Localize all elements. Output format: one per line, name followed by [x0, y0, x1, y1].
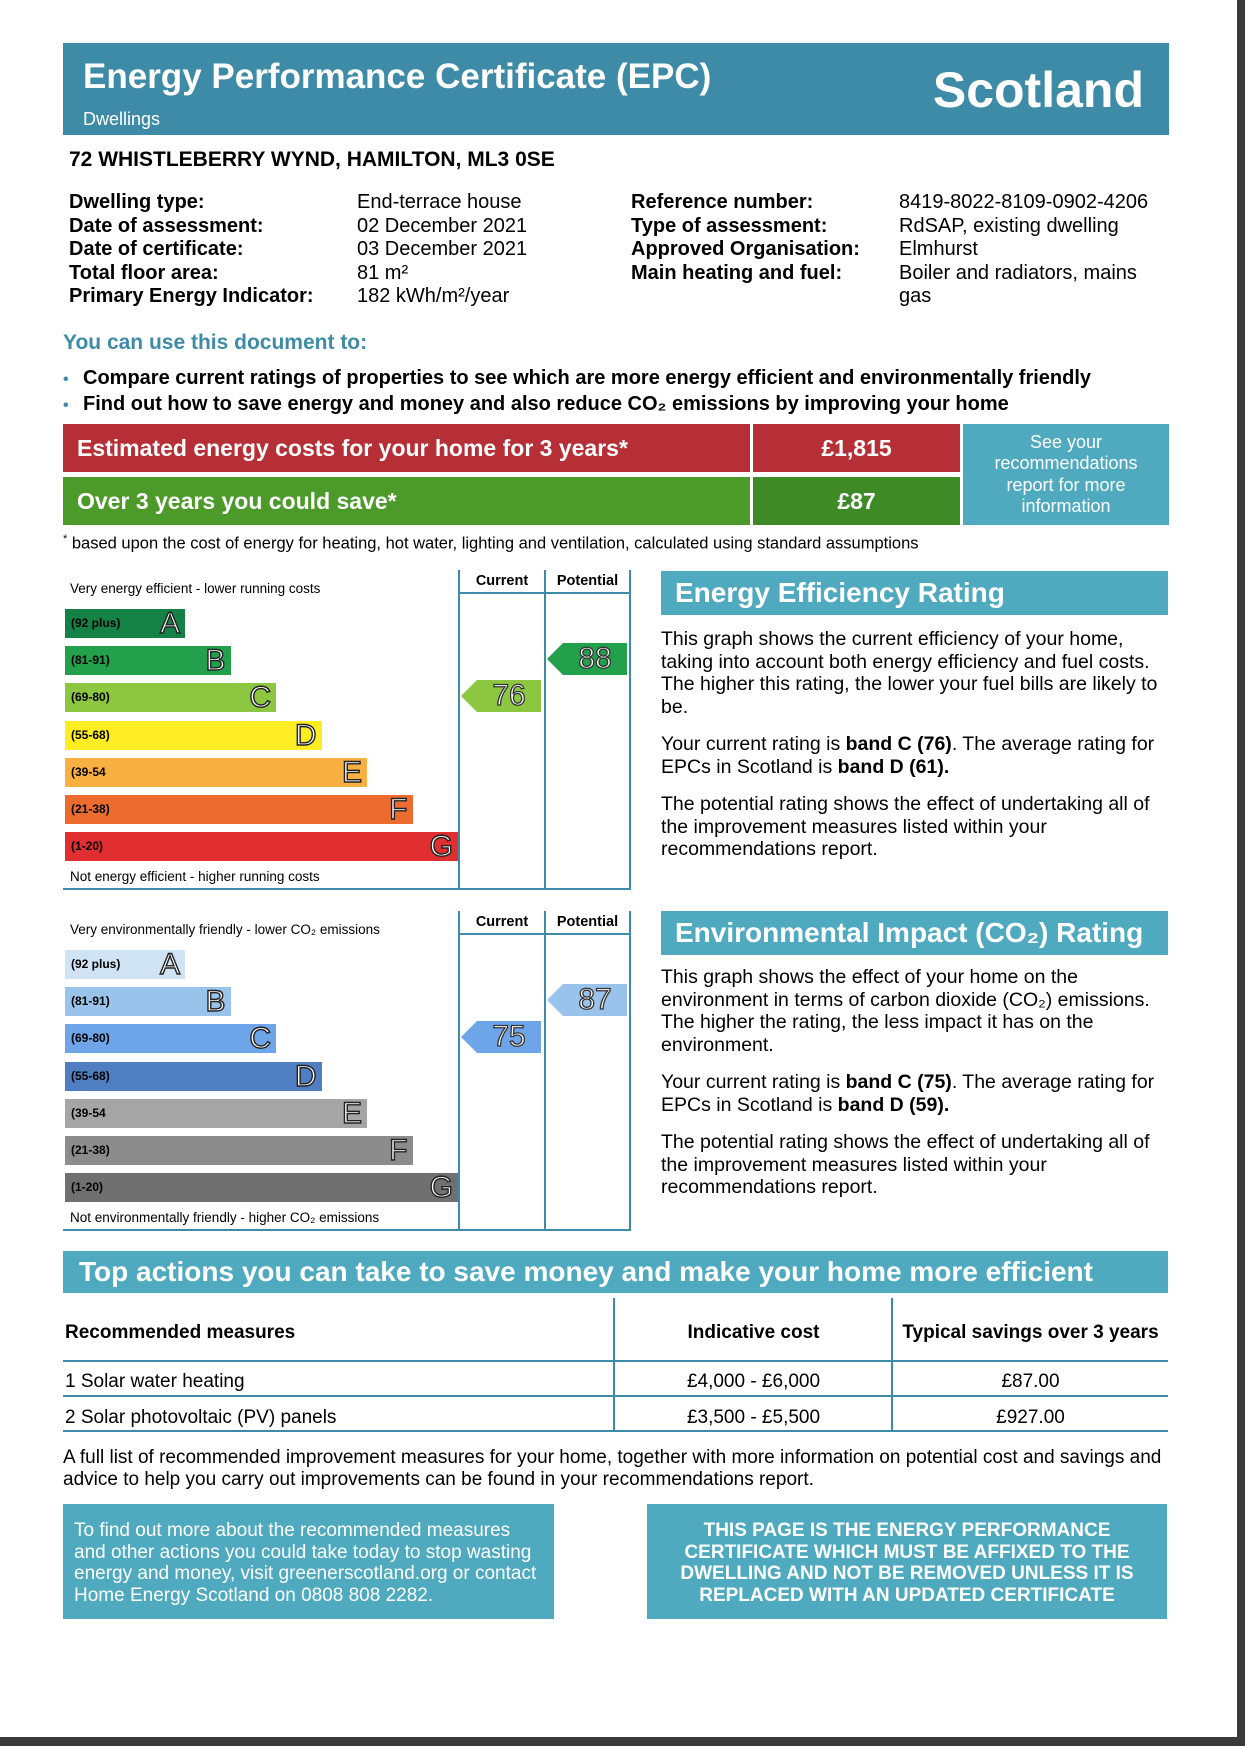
detail-value: gas	[899, 285, 932, 307]
details-left-values	[357, 191, 527, 309]
environmental-impact-text	[661, 966, 1168, 1214]
affix-notice-text: THIS PAGE IS THE ENERGY PERFORMANCE CERTIFICATE WHICH MUST BE AFFIXED TO THE DWELLING AND NOT BE REMOVED UNLESS IT IS REPLACED WITH AN UPDATED CERTIFICATE	[680, 1520, 1134, 1606]
potential-rating-arrow	[547, 984, 627, 1016]
rating-band-d	[65, 718, 322, 752]
detail-label: Total floor area:	[69, 261, 219, 284]
bullet-text: Compare current ratings of properties to see which are more energy efficient and environmentally friendly	[83, 367, 1092, 389]
band-letter: F	[389, 793, 408, 826]
table-rule	[63, 1360, 1168, 1362]
advice-text: To find out more about the recommended measures and other actions you could take today to stop wasting energy and money, visit greenerscotland.org or contact Home Energy Scotland on 0808 808 2282.	[74, 1520, 537, 1606]
chart-top-note: Very environmentally friendly - lower CO₂ emissions	[70, 922, 380, 937]
chart-bottom-note: Not energy efficient - higher running costs	[70, 869, 320, 884]
chart-column-line	[629, 570, 631, 890]
band-range-label: (1-20)	[71, 1180, 104, 1195]
detail-label: Date of certificate:	[69, 238, 244, 260]
rating-band-d	[65, 1059, 322, 1093]
detail-value: End-terrace house	[357, 191, 522, 213]
potential-rating-arrow-value: 87	[578, 983, 612, 1017]
bullet-item	[63, 392, 1091, 418]
current-rating-arrow	[461, 680, 541, 712]
band-range-label: (21-38)	[71, 802, 110, 816]
details-left-labels	[69, 191, 314, 309]
top-actions-heading: Top actions you can take to save money and make your home more efficient	[63, 1251, 1168, 1293]
ee-text: . The average rating for EPCs in Scotland is	[661, 733, 1155, 778]
band-letter: D	[294, 718, 317, 752]
bullet-icon: •	[63, 371, 69, 388]
detail-label: Date of assessment:	[69, 214, 264, 237]
band-range-label: (69-80)	[71, 690, 110, 705]
chart-bottom-rule	[63, 1229, 631, 1231]
band-letter: G	[429, 1171, 453, 1205]
bullet-icon: •	[63, 397, 69, 414]
chart-top-note: Very energy efficient - lower running costs	[70, 581, 321, 596]
detail-label: Main heating and fuel:	[631, 261, 843, 284]
full-list-note: A full list of recommended improvement measures for your home, together with more information on potential cost and savings and advice to help you carry out improvements can be found in your recommendations report.	[63, 1447, 1162, 1490]
footnote-text: based upon the cost of energy for heating, hot water, lighting and ventilation, calculated using standard assumptions	[71, 534, 919, 553]
cost-cell: £3,500 - £5,500	[686, 1407, 821, 1428]
band-range-label: (81-91)	[71, 994, 110, 1009]
ei-paragraph-1: This graph shows the effect of your home on the environment in terms of carbon dioxide (CO₂) emissions. The higher the rating, the less impact it has on the environment.	[661, 966, 1150, 1056]
bullet-item	[63, 366, 1091, 392]
band-range-label: (69-80)	[71, 1031, 110, 1046]
chart-bottom-note: Not environmentally friendly - higher CO₂ emissions	[70, 1210, 380, 1225]
detail-value: RdSAP, existing dwelling	[899, 214, 1119, 237]
ee-paragraph-2	[661, 733, 1168, 778]
current-rating-arrow	[461, 1021, 541, 1053]
chart-column-line	[458, 570, 460, 890]
estimated-cost-value: £1,815	[753, 424, 960, 472]
potential-rating-arrow-value: 88	[578, 642, 612, 676]
ei-text: Your current rating is	[661, 1071, 846, 1093]
band-range-label: (39-54	[71, 1105, 106, 1120]
energy-efficiency-text	[661, 628, 1168, 876]
rating-band-a	[65, 950, 185, 979]
band-range-label: (39-54	[71, 764, 106, 779]
savings-cell: £927.00	[996, 1407, 1065, 1428]
chart-col-current: Current	[475, 573, 529, 589]
energy-efficiency-heading: Energy Efficiency Rating	[661, 571, 1168, 615]
ee-current-band: band C (76)	[845, 733, 952, 755]
band-letter: B	[205, 644, 226, 678]
band-letter: D	[294, 1059, 317, 1093]
use-heading: You can use this document to:	[63, 331, 368, 354]
table-rule	[63, 1395, 1168, 1397]
chart-column-line	[544, 911, 546, 1231]
chart-col-current: Current	[475, 914, 529, 930]
rating-band-b	[65, 985, 231, 1019]
chart-col-potential: Potential	[556, 573, 619, 589]
page-subtitle: Dwellings	[83, 109, 161, 129]
band-range-label: (92 plus)	[71, 957, 121, 971]
ee-paragraph-1: This graph shows the current efficiency of your home, taking into account both energy efficiency and fuel costs. The higher this rating, the lower your fuel bills are likely to be.	[661, 628, 1158, 718]
header-banner	[63, 43, 1169, 135]
detail-value: Elmhurst	[899, 238, 978, 260]
footnote-star: *	[63, 533, 68, 545]
detail-value: 182 kWh/m²/year	[357, 285, 510, 307]
detail-value: 03 December 2021	[357, 238, 528, 260]
band-letter: G	[429, 830, 453, 864]
band-letter: C	[249, 681, 271, 715]
band-letter: A	[159, 607, 180, 640]
band-letter: A	[159, 948, 180, 981]
see-recommendations-box	[963, 424, 1169, 525]
rating-band-c	[65, 681, 276, 715]
col-header-measures: Recommended measures	[65, 1322, 296, 1343]
measure-cell: 2 Solar photovoltaic (PV) panels	[65, 1407, 337, 1428]
details-right-values	[899, 191, 1148, 309]
savings-cell: £87.00	[1001, 1371, 1060, 1392]
detail-value: 8419-8022-8109-0902-4206	[899, 191, 1149, 213]
band-range-label: (21-38)	[71, 1143, 110, 1157]
cost-cell: £4,000 - £6,000	[686, 1371, 821, 1392]
ei-paragraph-2	[661, 1071, 1168, 1116]
rating-band-f	[65, 795, 413, 824]
page-title: Energy Performance Certificate (EPC)	[83, 57, 712, 96]
chart-column-line	[629, 911, 631, 1231]
col-header-savings: Typical savings over 3 years	[902, 1322, 1159, 1343]
measure-cell: 1 Solar water heating	[65, 1371, 245, 1392]
ei-average-band: band D (59).	[837, 1093, 950, 1116]
table-rule	[63, 1430, 1168, 1432]
band-letter: E	[341, 1096, 362, 1130]
use-bullets	[63, 366, 1091, 418]
chart-header-rule	[458, 933, 631, 935]
band-letter: C	[249, 1022, 271, 1056]
detail-label: Reference number:	[631, 191, 814, 213]
band-letter: F	[389, 1134, 408, 1167]
rating-band-e	[65, 1096, 367, 1130]
details-right-labels	[631, 191, 860, 285]
chart-column-line	[458, 911, 460, 1231]
country-label: Scotland	[932, 62, 1144, 118]
band-letter: B	[205, 985, 226, 1019]
detail-value: Boiler and radiators, mains	[899, 261, 1137, 284]
band-range-label: (92 plus)	[71, 616, 121, 630]
detail-label: Primary Energy Indicator:	[69, 285, 314, 307]
rating-band-c	[65, 1022, 276, 1056]
rating-band-b	[65, 644, 231, 678]
ee-paragraph-3: The potential rating shows the effect of undertaking all of the improvement measures listed within your recommendations report.	[661, 793, 1150, 860]
ei-paragraph-3: The potential rating shows the effect of undertaking all of the improvement measures listed within your recommendations report.	[661, 1131, 1150, 1198]
savings-label: Over 3 years you could save*	[63, 477, 750, 525]
band-range-label: (55-68)	[71, 1068, 110, 1083]
property-address: 72 WHISTLEBERRY WYND, HAMILTON, ML3 0SE	[69, 148, 555, 171]
chart-column-line	[544, 570, 546, 890]
estimated-cost-label: Estimated energy costs for your home for 3 years*	[63, 424, 750, 472]
band-letter: E	[341, 755, 362, 789]
potential-rating-arrow	[547, 643, 627, 675]
detail-value: 81 m²	[357, 261, 409, 284]
col-header-cost: Indicative cost	[687, 1322, 820, 1343]
advice-box	[63, 1504, 554, 1619]
band-range-label: (55-68)	[71, 727, 110, 742]
bullet-text: Find out how to save energy and money and also reduce CO₂ emissions by improving your home	[83, 393, 1009, 415]
affix-notice-box	[647, 1504, 1167, 1619]
ee-average-band: band D (61).	[837, 755, 950, 778]
chart-bottom-rule	[63, 888, 631, 890]
rating-band-e	[65, 755, 367, 789]
band-range-label: (1-20)	[71, 839, 104, 854]
rating-band-g	[65, 830, 458, 864]
current-rating-arrow-value: 76	[492, 679, 526, 713]
rating-band-g	[65, 1171, 458, 1205]
current-rating-arrow-value: 75	[492, 1020, 526, 1054]
rating-band-a	[65, 609, 185, 638]
environmental-impact-heading: Environmental Impact (CO₂) Rating	[661, 911, 1168, 955]
energy-rating-chart	[63, 570, 631, 890]
ei-text: . The average rating for EPCs in Scotland is	[661, 1071, 1155, 1116]
environmental-rating-chart	[63, 911, 631, 1231]
band-range-label: (81-91)	[71, 653, 110, 668]
chart-header-rule	[458, 592, 631, 594]
detail-label: Type of assessment:	[631, 214, 828, 237]
detail-value: 02 December 2021	[357, 214, 528, 237]
ee-text: Your current rating is	[661, 733, 846, 755]
rating-band-f	[65, 1136, 413, 1165]
cost-footnote	[63, 533, 919, 554]
detail-label: Dwelling type:	[69, 191, 205, 213]
chart-col-potential: Potential	[556, 914, 619, 930]
detail-label: Approved Organisation:	[631, 238, 860, 260]
see-recommendations-text: See your recommendations report for more information	[994, 431, 1138, 516]
savings-value: £87	[753, 477, 960, 525]
ei-current-band: band C (75)	[845, 1071, 952, 1093]
